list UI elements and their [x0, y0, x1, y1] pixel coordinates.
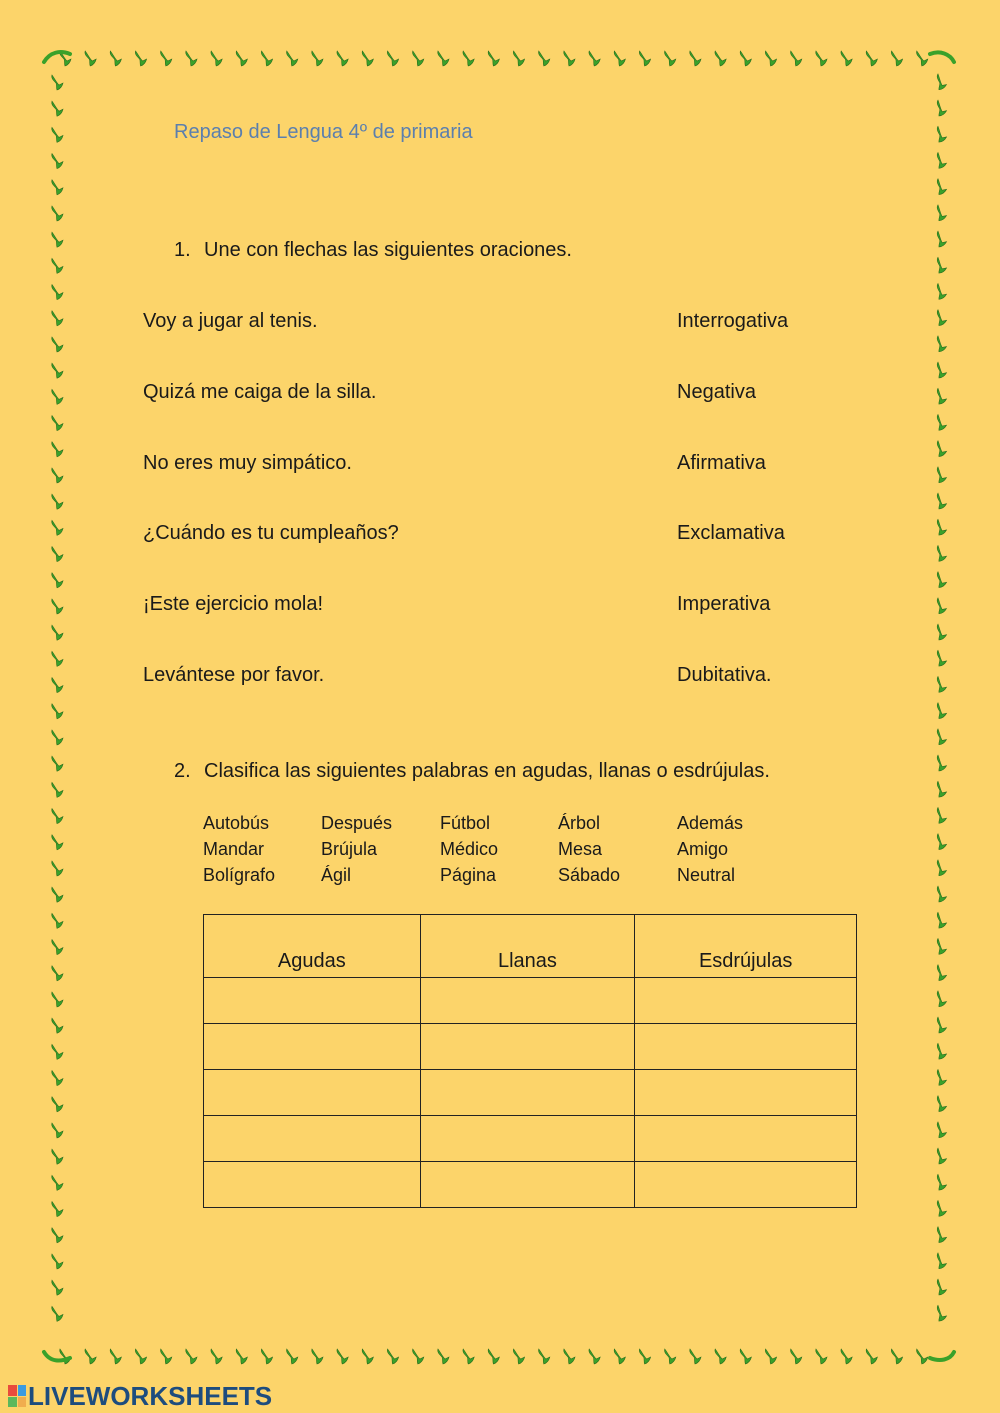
sentence-item[interactable]: Voy a jugar al tenis. [143, 310, 318, 332]
word-item: Mesa [558, 839, 603, 859]
sentence-type-item[interactable]: Imperativa [677, 593, 771, 615]
answer-cell[interactable] [420, 1116, 635, 1162]
liveworksheets-logo [8, 1382, 272, 1410]
word-item: Página [440, 865, 497, 885]
word-item: Autobús [203, 813, 270, 833]
word-item: Después [321, 813, 393, 833]
word-item: Además [677, 813, 744, 833]
word-item: Árbol [558, 813, 601, 833]
question-1-number: 1. [174, 239, 191, 261]
answer-cell[interactable] [204, 1070, 421, 1116]
word-item: Médico [440, 839, 499, 859]
answer-cell[interactable] [420, 1024, 635, 1070]
sentence-type-item[interactable]: Afirmativa [677, 452, 766, 474]
question-2 [174, 760, 770, 783]
question-1-text: Une con flechas las siguientes oraciones. [204, 239, 572, 261]
table-row [204, 1162, 857, 1208]
sentence-type-item[interactable]: Negativa [677, 381, 756, 403]
word-item: Fútbol [440, 813, 491, 833]
sentence-item[interactable]: Levántese por favor. [143, 664, 325, 686]
classification-table [203, 914, 857, 1208]
sentence-item[interactable]: No eres muy simpático. [143, 452, 352, 474]
sentence-item[interactable]: ¿Cuándo es tu cumpleaños? [143, 522, 399, 544]
answer-cell[interactable] [635, 1070, 857, 1116]
answer-cell[interactable] [635, 1024, 857, 1070]
answer-cell[interactable] [420, 1070, 635, 1116]
logo-blocks-icon [8, 1385, 26, 1407]
word-item: Bolígrafo [203, 865, 276, 885]
answer-cell[interactable] [420, 1162, 635, 1208]
page-title: Repaso de Lengua 4º de primaria [174, 121, 473, 143]
table-header-row [204, 915, 857, 978]
answer-cell[interactable] [635, 1162, 857, 1208]
word-item: Mandar [203, 839, 265, 859]
word-item: Ágil [321, 865, 352, 885]
sentence-type-item[interactable]: Exclamativa [677, 522, 785, 544]
answer-cell[interactable] [204, 1162, 421, 1208]
question-2-number: 2. [174, 760, 191, 782]
sentence-item[interactable]: Quizá me caiga de la silla. [143, 381, 377, 403]
question-1 [174, 239, 572, 262]
header-llanas: Llanas [420, 915, 635, 978]
word-item: Brújula [321, 839, 378, 859]
header-agudas: Agudas [204, 915, 421, 978]
word-item: Sábado [558, 865, 621, 885]
answer-cell[interactable] [204, 1024, 421, 1070]
question-2-text: Clasifica las siguientes palabras en agudas, llanas o esdrújulas. [204, 760, 770, 782]
header-esdrujulas: Esdrújulas [635, 915, 857, 978]
answer-cell[interactable] [204, 1116, 421, 1162]
table-row [204, 1070, 857, 1116]
table-row [204, 978, 857, 1024]
answer-cell[interactable] [635, 1116, 857, 1162]
sentence-type-item[interactable]: Dubitativa. [677, 664, 772, 686]
word-item: Amigo [677, 839, 729, 859]
word-item: Neutral [677, 865, 736, 885]
answer-cell[interactable] [204, 978, 421, 1024]
answer-cell[interactable] [635, 978, 857, 1024]
sentence-item[interactable]: ¡Este ejercicio mola! [143, 593, 324, 615]
answer-cell[interactable] [420, 978, 635, 1024]
table-row [204, 1116, 857, 1162]
sentence-type-item[interactable]: Interrogativa [677, 310, 789, 332]
table-row [204, 1024, 857, 1070]
logo-text: LIVEWORKSHEETS [28, 1380, 273, 1411]
